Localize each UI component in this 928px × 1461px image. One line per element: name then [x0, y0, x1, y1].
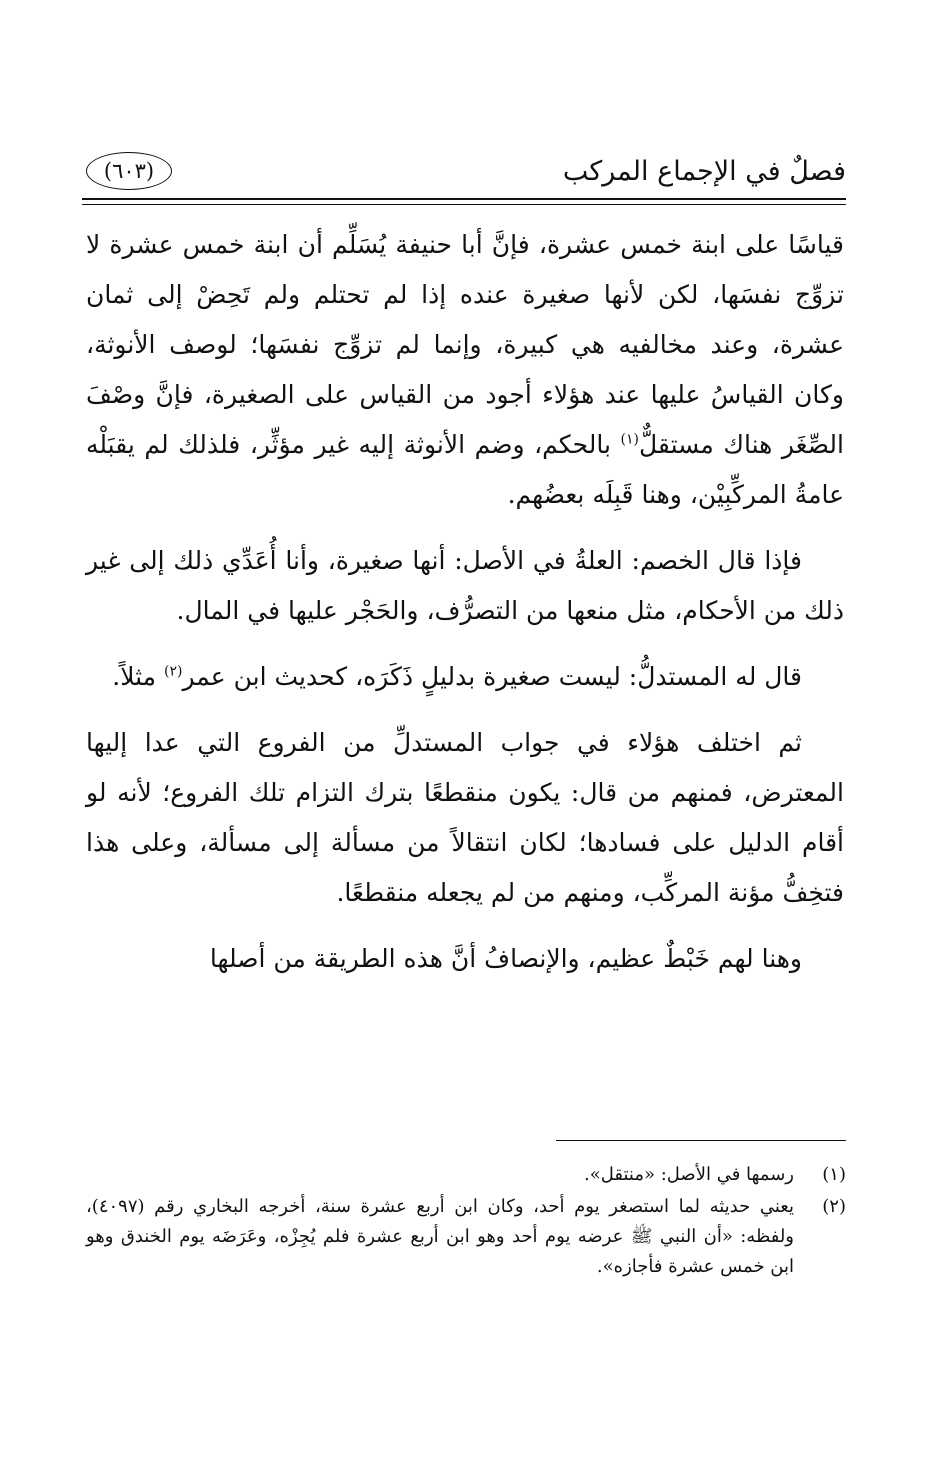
paragraph-1: [86, 220, 844, 520]
paragraph-2: [86, 536, 844, 636]
footnote-separator: [556, 1140, 846, 1141]
paragraph-text: وهنا لهم خَبْطٌ عظيم، والإنصافُ أنَّ هذه الطريقة من أصلها: [209, 944, 802, 973]
page-number: (٦٠٣): [86, 152, 172, 190]
main-text: [86, 220, 844, 984]
header-rule: [82, 198, 846, 200]
footnote-ref-2[interactable]: (٢): [164, 663, 183, 680]
paragraph-text: فإذا قال الخصم: العلةُ في الأصل: أنها صغيرة، وأنا أُعَدِّي ذلك إلى غير ذلك من الأحكام، مثل منعها من التصرُّف، والحَجْر عليها في المال.: [86, 546, 844, 625]
footnotes: [86, 1160, 846, 1284]
paragraph-3: [86, 652, 844, 702]
footnote-number: (١): [822, 1164, 846, 1185]
paragraph-text: قياسًا على ابنة خمس عشرة، فإنَّ أبا حنيفة يُسَلِّم أن ابنة خمس عشرة لا تزوِّج نفسَها، لكن لأنها صغيرة عنده إذا لم تحتلم ولم تَحِضْ إلى ثمان عشرة، وعند مخالفيه هي كبيرة، وإنما لم تزوِّج نفسَها؛ لوصف الأنوثة، وكان القياسُ عليها عند هؤلاء أجود من القياس على الصغيرة، فإنَّ وصْفَ الصِّغَر هناك مستقلٌّ: [86, 230, 844, 459]
footnote-number: (٢): [822, 1196, 846, 1217]
chapter-title: فصلٌ في الإجماع المركب: [562, 156, 846, 187]
paragraph-text-after: مثلاً.: [112, 662, 164, 691]
paragraph-text-after: بالحكم، وضم الأنوثة إليه غير مؤثِّر، فلذلك لم يقبَلْه عامةُ المركِّبِيْن، وهنا قَبِلَه بعضُهم.: [86, 430, 844, 509]
footnote-2: [86, 1192, 846, 1282]
paragraph-text: ثم اختلف هؤلاء في جواب المستدلِّ من الفروع التي عدا إليها المعترض، فمنهم من قال: يكون منقطعًا بترك التزام تلك الفروع؛ لأنه لو أقام الدليل على فسادها؛ لكان انتقالاً من مسألة إلى مسألة، وعلى هذا فتخِفُّ مؤنة المركِّب، ومنهم من لم يجعله منقطعًا.: [86, 728, 844, 907]
paragraph-text: قال له المستدلُّ: ليست صغيرة بدليلٍ ذَكَرَه، كحديث ابن عمر: [182, 662, 802, 691]
running-header: [82, 148, 846, 196]
paragraph-5: [86, 934, 844, 984]
footnote-ref-1[interactable]: (١): [620, 431, 639, 448]
footnote-1: [86, 1160, 846, 1190]
header-rule-thin: [82, 204, 846, 205]
footnote-text: يعني حديثه لما استصغر يوم أحد، وكان ابن أربع عشرة سنة، أخرجه البخاري رقم (٤٠٩٧)، ولفظه: «أن النبي ﷺ عرضه يوم أحد وهو ابن أربع عشرة فلم يُجِزْه، وعَرَضَه يوم الخندق وهو ابن خمس عشرة فأجازه».: [86, 1196, 794, 1277]
footnote-text: رسمها في الأصل: «منتقل».: [584, 1164, 794, 1185]
paragraph-4: [86, 718, 844, 918]
